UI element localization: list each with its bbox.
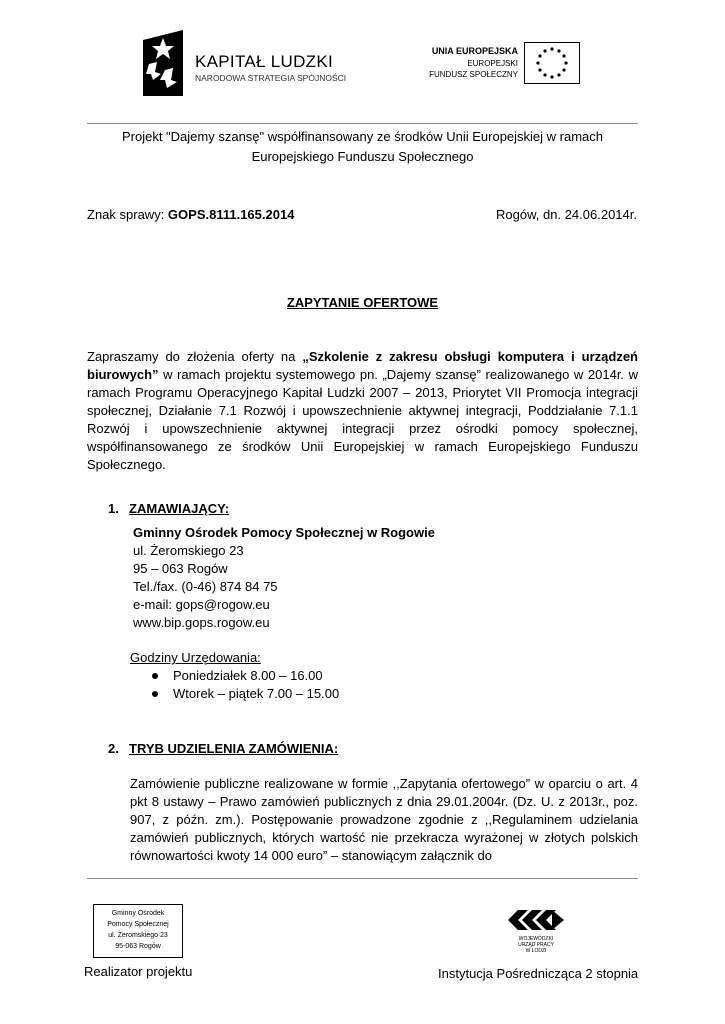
case-number-value: GOPS.8111.165.2014 [167, 207, 295, 222]
eu-logo-line3: FUNDUSZ SPOŁECZNY [429, 70, 518, 79]
right-footer-caption: Instytucja Pośrednicząca 2 stopnia [438, 966, 639, 981]
section1-heading: ZAMAWIAJĄCY: [129, 501, 230, 516]
phone-fax: Tel./fax. (0-46) 874 84 75 [133, 579, 278, 594]
gops-stamp [93, 904, 183, 958]
intro-course-name: „Szkolenie z zakresu obsługi komputera i urządzeń biurowych” [87, 349, 638, 382]
footer-divider [87, 878, 638, 879]
kl-logo-title: KAPITAŁ LUDZKI [195, 52, 334, 71]
stamp-line: Pomocy Społecznej [107, 921, 169, 928]
intro-paragraph [87, 348, 638, 474]
eu-logo-line2: EUROPEJSKI [467, 59, 518, 68]
intro-part1: Zapraszamy do złożenia oferty na [87, 349, 303, 364]
eu-logo-line1: UNIA EUROPEJSKA [431, 46, 518, 56]
website: www.bip.gops.rogow.eu [133, 615, 270, 630]
office-hours-text: Poniedziałek 8.00 – 16.00 [173, 668, 323, 683]
office-hours-text: Wtorek – piątek 7.00 – 15.00 [173, 686, 340, 701]
place-date: Rogów, dn. 24.06.2014r. [496, 207, 637, 222]
section2-heading: TRYB UDZIELENIA ZAMÓWIENIA: [129, 741, 339, 756]
bullet-icon [152, 673, 158, 679]
kapital-ludzki-emblem-icon [143, 30, 183, 96]
project-line-2: Europejskiego Funduszu Społecznego [251, 149, 474, 164]
kl-logo-subtitle: NARODOWA STRATEGIA SPÓJNOŚCI [195, 73, 347, 83]
stamp-line: Gminny Ośrodek [111, 910, 165, 917]
header-divider [87, 123, 638, 124]
office-hours-label: Godziny Urzędowania: [130, 650, 261, 665]
wup-logo-line: W ŁODZI [525, 948, 547, 954]
org-name: Gminny Ośrodek Pomocy Społecznej w Rogowie [133, 525, 435, 540]
intro-part2: w ramach projektu systemowego pn. „Dajemy szansę” realizowanego w 2014r. w ramach Programu Operacyjnego Kapitał Ludzki 2007 – 2013, Priorytet VII Promocja integracji społecznej, Działanie 7.1 Rozwój i upowszechnienie aktywnej integracji, Poddziałanie 7.1.1 Rozwój i upowszechnienie aktywnej integracji przez ośrodki pomocy społecznej, współfinansowanego ze środków Unii Europejskiej w ramach Europejskiego Funduszu Społecznego. [87, 367, 638, 472]
section1-number: 1. [108, 501, 119, 516]
project-line-1: Projekt "Dajemy szansę" współfinansowany ze środków Unii Europejskiej w ramach [121, 129, 604, 144]
procedure-paragraph: Zamówienie publiczne realizowane w formie ,,Zapytania ofertowego” w oparciu o art. 4 pkt 8 ustawy – Prawo zamówień publicznych z dnia 29.01.2004r. (Dz. U. z 2013r., poz. 907, z późn. zm.). Postępowanie prowadzone zgodnie z ,,Regulaminem udzielania zamówień publicznych, których wartość nie przekracza wyrażonej w złotych polskich równowartości kwoty 14 000 euro” – stanowiącym załącznik do [130, 776, 638, 863]
orderer-address-block [133, 524, 613, 632]
case-number-label: Znak sprawy: [87, 207, 168, 222]
wup-arrows-icon [506, 906, 566, 934]
case-number [87, 206, 294, 224]
address-line: 95 – 063 Rogów [133, 561, 228, 576]
stamp-line: 95-063 Rogów [115, 943, 161, 950]
wup-logo-line: WOJEWÓDZKI [518, 936, 554, 942]
address-line: ul. Żeromskiego 23 [133, 543, 244, 558]
bullet-icon [152, 691, 158, 697]
eu-logo [410, 42, 580, 88]
wup-logo [506, 906, 566, 956]
eu-flag-icon [524, 42, 580, 84]
document-title: ZAPYTANIE OFERTOWE [286, 295, 439, 310]
stamp-line: ul. Żeromskiego 23 [108, 932, 168, 939]
kapital-ludzki-logo [143, 30, 353, 98]
section2-number: 2. [108, 741, 119, 756]
email: e-mail: gops@rogow.eu [133, 597, 270, 612]
left-footer-caption: Realizator projektu [84, 964, 193, 979]
office-hours-list [152, 667, 452, 703]
office-hours-item [152, 685, 452, 703]
wup-logo-line: URZĄD PRACY [518, 942, 554, 948]
office-hours-item [152, 667, 452, 685]
